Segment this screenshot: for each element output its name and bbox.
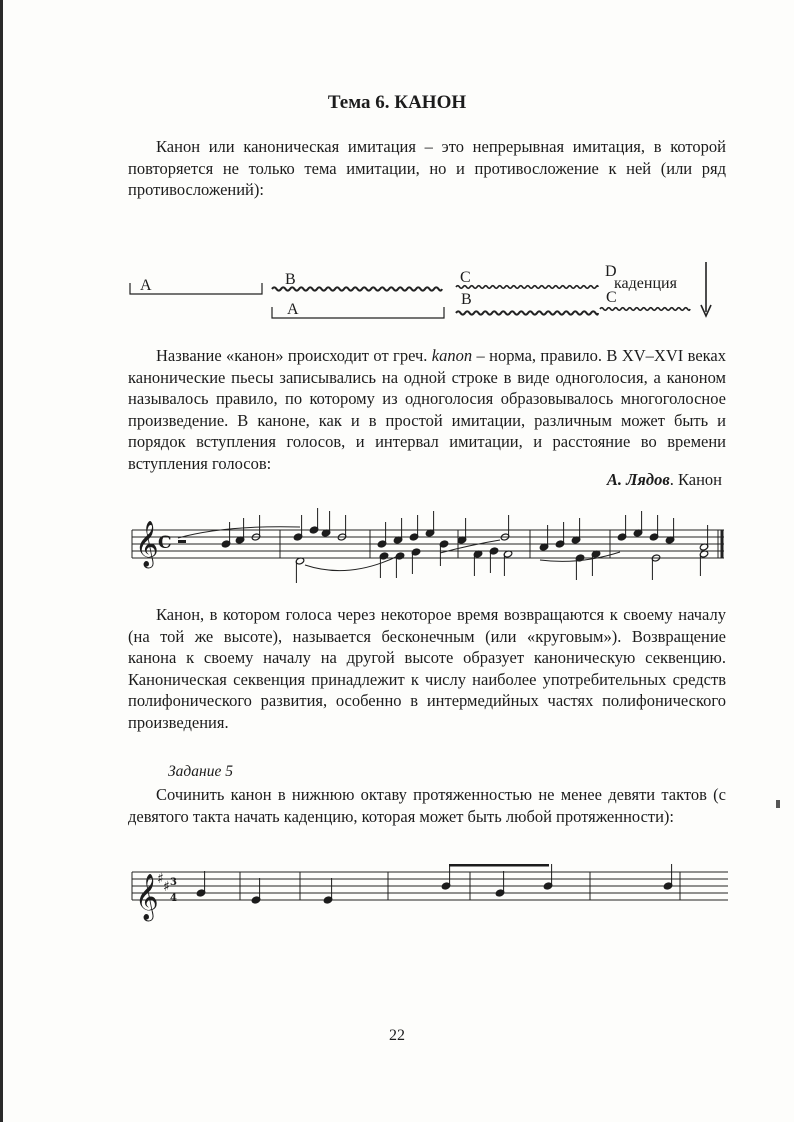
scheme-label-b2: B	[461, 291, 472, 308]
example-attribution: А. Лядов. Канон	[606, 470, 722, 489]
example-author: А. Лядов	[606, 470, 670, 489]
scheme-label-c1: C	[460, 269, 471, 286]
paragraph2-text-a: Название «канон» происходит от греч.	[156, 346, 432, 365]
music-notes	[196, 864, 672, 904]
scheme-label-b1: B	[285, 271, 296, 288]
scheme-label-d: D	[605, 263, 617, 280]
staff-lines	[132, 872, 728, 900]
paragraph2-text-b: – норма, правило. В XV–XVI веках канонические пьесы записывались на одной строке в виде одноголосия, а каноном называлось правило, по которому из одноголосия образовывалось многоголосное произведение. В каноне, как и в простой имитации, различным может быть и порядок вступления голосов, и интервал имитации, и расстояние во времени вступления голосов:	[128, 346, 726, 473]
time-signature-bottom-icon: 4	[170, 893, 177, 904]
greek-term-kanon: kanon	[431, 346, 473, 365]
page-title: Тема 6. КАНОН	[327, 92, 467, 113]
paragraph-canon-definition: Канон или каноническая имитация – это непрерывная имитация, в которой повторяется не только тема имитации, но и противосложение к ней (или ряд противосложений):	[128, 137, 726, 199]
beam	[449, 864, 549, 867]
page-number: 22	[389, 1027, 405, 1044]
scheme-label-a2: A	[287, 301, 299, 318]
task-text: Сочинить канон в нижнюю октаву протяженностью не менее девяти тактов (с девятого такта начать каденцию, которая может быть любой протяженности):	[128, 785, 726, 826]
task-title: Задание 5	[168, 763, 233, 780]
treble-clef-icon: 𝄞	[135, 874, 159, 920]
time-signature-c-icon: C	[158, 533, 172, 553]
example-title: Канон	[677, 470, 722, 489]
scheme-label-a1: A	[140, 277, 152, 294]
treble-clef-icon: 𝄞	[135, 521, 159, 567]
paragraph-endless-canon: Канон, в котором голоса через некоторое время возвращаются к своему началу (на той же высоте), называется бесконечным (или «круговым»). Возвращение канона к своему началу на другой высоте образует каноническую секвенцию. Каноническая секвенция принадлежит к числу наиболее употребительных средств полифонического развития, особенно в интермедийных частях полифонического произведения.	[128, 605, 726, 732]
sharp-icon: ♯	[157, 871, 164, 887]
sharp-icon: ♯	[163, 879, 170, 895]
scheme-label-c2: C	[606, 289, 617, 306]
time-signature-top-icon: 3	[170, 877, 177, 888]
scheme-cadence-label: каденция	[614, 275, 677, 292]
